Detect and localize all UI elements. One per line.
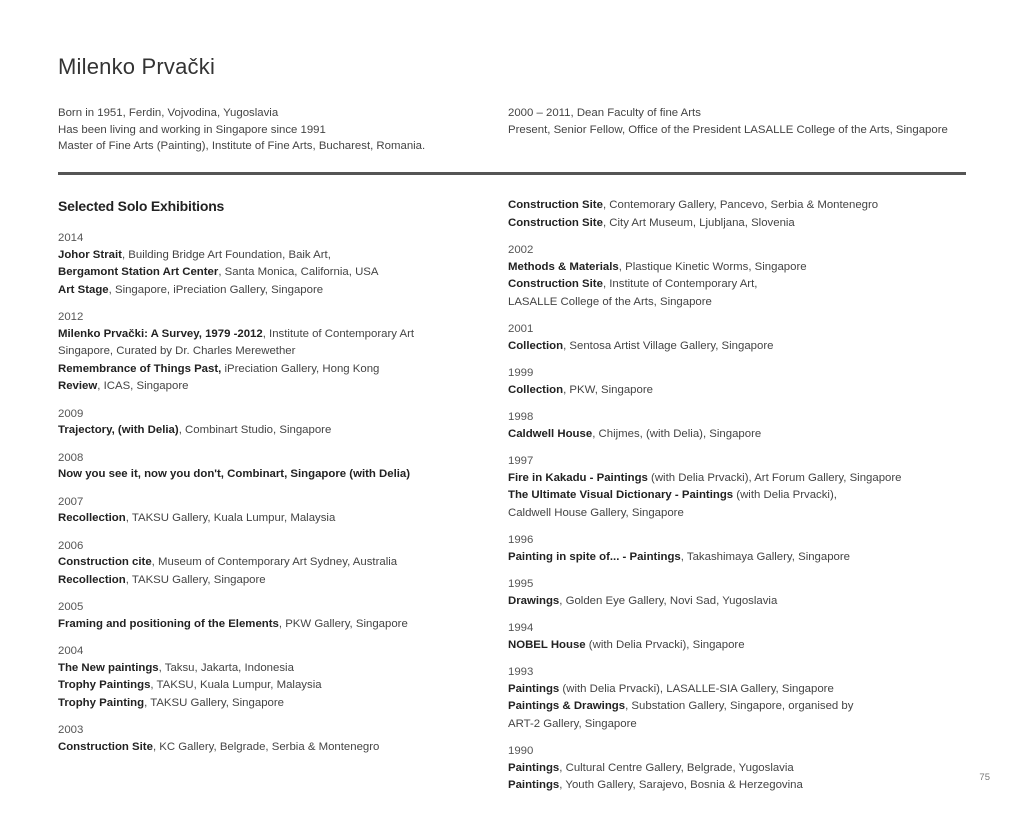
bio-right — [508, 105, 948, 138]
exhibition-title: Methods & Materials — [508, 260, 619, 273]
exhibition-detail: , Institute of Contemporary Art — [262, 327, 415, 340]
exhibition-title: Trophy Painting — [58, 696, 145, 709]
exhibition-entry — [58, 695, 414, 713]
section-divider — [58, 172, 966, 175]
exhibition-detail: , Institute of Contemporary Art, — [602, 278, 758, 290]
exhibition-detail: , PKW, Singapore — [563, 383, 653, 396]
exhibition-title: Painting in spite of... - Paintings — [508, 550, 681, 563]
exhibition-detail: , Substation Gallery, Singapore, organised by — [625, 700, 854, 712]
exhibition-entry — [58, 554, 414, 572]
exhibition-entry — [58, 677, 414, 695]
exhibition-title: Collection — [508, 383, 564, 396]
exhibition-entry — [508, 294, 902, 312]
exhibition-entry — [58, 660, 414, 678]
exhibition-title: Paintings — [508, 761, 560, 774]
exhibition-year-group — [58, 406, 414, 440]
exhibition-detail: , Building Bridge Art Foundation, Baik Art, — [121, 248, 331, 261]
bio-left — [58, 105, 425, 155]
exhibition-year: 1995 — [508, 578, 534, 590]
exhibition-year: 2006 — [58, 539, 84, 552]
exhibition-year-group — [508, 620, 902, 654]
exhibition-detail: , TAKSU Gallery, Singapore — [125, 573, 266, 586]
exhibition-title: Trajectory, (with Delia) — [58, 424, 179, 436]
exhibition-year-group — [58, 494, 414, 528]
exhibition-entry — [58, 572, 414, 590]
exhibition-year-group — [508, 409, 902, 443]
exhibition-entry — [508, 549, 902, 567]
exhibition-entry — [508, 276, 902, 294]
exhibition-entry — [508, 382, 902, 400]
exhibition-entry — [508, 593, 902, 611]
exhibition-year: 1993 — [508, 666, 534, 678]
exhibition-year: 2001 — [508, 323, 534, 335]
exhibition-detail: , Museum of Contemporary Art Sydney, Australia — [151, 556, 398, 568]
exhibition-title: Review — [58, 380, 98, 392]
exhibition-entry — [58, 739, 414, 757]
exhibition-title: Paintings — [508, 682, 560, 695]
exhibition-detail: (with Delia Prvacki), LASALLE-SIA Gallery, Singapore — [559, 682, 834, 695]
exhibition-entry — [508, 698, 902, 716]
exhibition-year-group — [508, 197, 902, 232]
exhibition-detail: , Sentosa Artist Village Gallery, Singapore — [563, 339, 774, 352]
exhibition-year-group — [508, 365, 902, 399]
exhibition-detail: , Chijmes, (with Delia), Singapore — [592, 427, 762, 440]
exhibition-detail: , KC Gallery, Belgrade, Serbia & Montenegro — [152, 740, 380, 753]
exhibition-detail: , TAKSU Gallery, Kuala Lumpur, Malaysia — [125, 512, 336, 524]
exhibition-title: Now you see it, now you don't, Combinart, Singapore (with Delia) — [58, 468, 411, 480]
section-heading: Selected Solo Exhibitions — [58, 198, 225, 214]
exhibition-title: Drawings — [508, 594, 560, 607]
exhibition-detail: , Cultural Centre Gallery, Belgrade, Yugoslavia — [559, 761, 794, 774]
left-column — [58, 198, 414, 766]
exhibition-title: The Ultimate Visual Dictionary - Paintings — [508, 489, 734, 501]
right-column — [508, 197, 902, 805]
exhibition-year-group — [508, 743, 902, 795]
exhibition-detail: (with Delia Prvacki), Art Forum Gallery, Singapore — [647, 471, 902, 484]
exhibition-entry — [58, 378, 414, 396]
exhibition-title: Construction cite — [58, 556, 152, 568]
exhibition-year: 2002 — [508, 244, 534, 256]
exhibition-detail: (with Delia Prvacki), Singapore — [585, 638, 745, 651]
bio-line: Has been living and working in Singapore since 1991 — [58, 123, 326, 136]
exhibition-detail: , Youth Gallery, Sarajevo, Bosnia & Herzegovina — [559, 779, 803, 791]
exhibition-year: 2005 — [58, 601, 84, 613]
exhibition-entry — [508, 426, 902, 444]
bio-line: Present, Senior Fellow, Office of the President LASALLE College of the Arts, Singapore — [508, 123, 948, 136]
exhibition-title: Johor Strait — [58, 248, 122, 261]
exhibition-entry — [508, 338, 902, 356]
exhibition-entry — [58, 282, 414, 300]
exhibition-detail: iPreciation Gallery, Hong Kong — [221, 362, 380, 375]
exhibition-year: 1999 — [508, 367, 534, 379]
exhibition-entry — [508, 259, 902, 277]
exhibition-title: Collection — [508, 339, 564, 352]
exhibition-year: 1998 — [508, 411, 534, 423]
exhibition-year: 2003 — [58, 724, 84, 736]
exhibition-year-group — [508, 532, 902, 566]
exhibition-detail: (with Delia Prvacki), — [733, 489, 837, 501]
exhibition-entry — [508, 505, 902, 523]
exhibition-year: 1996 — [508, 534, 534, 546]
exhibition-entry — [58, 466, 414, 484]
exhibition-year-group — [508, 321, 902, 355]
exhibition-entry — [58, 422, 414, 440]
exhibition-title: Paintings — [508, 779, 560, 791]
exhibition-year-group — [508, 242, 902, 311]
exhibition-entry — [508, 716, 902, 734]
exhibition-year-group — [58, 722, 414, 756]
exhibition-year-group — [508, 453, 902, 522]
exhibition-entry — [508, 470, 902, 488]
exhibition-entry — [508, 637, 902, 655]
bio-line: Born in 1951, Ferdin, Vojvodina, Yugoslavia — [58, 107, 279, 119]
exhibition-detail: Caldwell House Gallery, Singapore — [508, 506, 684, 519]
exhibition-detail: , Santa Monica, California, USA — [218, 266, 379, 278]
page-title: Milenko Prvački — [58, 54, 216, 79]
exhibition-year: 1997 — [508, 455, 534, 467]
exhibition-entry — [508, 487, 902, 505]
exhibition-entry — [508, 215, 902, 233]
exhibition-year-group — [58, 309, 414, 396]
exhibition-entry — [58, 247, 414, 265]
exhibition-detail: , TAKSU Gallery, Singapore — [144, 696, 284, 709]
exhibition-detail: , Singapore, iPreciation Gallery, Singapore — [108, 283, 324, 296]
exhibition-year: 2009 — [58, 407, 84, 420]
exhibition-detail: ART-2 Gallery, Singapore — [508, 717, 637, 730]
exhibition-year-group — [508, 664, 902, 733]
exhibition-title: Framing and positioning of the Elements — [58, 617, 279, 630]
exhibition-year-group — [508, 576, 902, 610]
exhibition-detail: , Plastique Kinetic Worms, Singapore — [618, 260, 807, 273]
exhibition-year: 2007 — [58, 495, 84, 508]
exhibition-entry — [58, 510, 414, 528]
exhibition-year-group — [58, 643, 414, 712]
exhibition-detail: , Taksu, Jakarta, Indonesia — [158, 661, 294, 674]
exhibition-entry — [58, 326, 414, 344]
exhibition-entry — [58, 343, 414, 361]
exhibition-title: Recollection — [58, 512, 126, 524]
bio-line: Master of Fine Arts (Painting), Institute of Fine Arts, Bucharest, Romania. — [58, 140, 426, 152]
exhibition-title: Milenko Prvački: A Survey, 1979 -2012 — [58, 327, 263, 340]
exhibition-title: Construction Site — [58, 740, 153, 753]
exhibition-detail: , ICAS, Singapore — [97, 380, 189, 392]
exhibition-detail: LASALLE College of the Arts, Singapore — [508, 295, 712, 308]
exhibition-title: Recollection — [58, 573, 126, 586]
exhibition-entry — [58, 264, 414, 282]
exhibition-entry — [508, 777, 902, 795]
exhibition-title: Fire in Kakadu - Paintings — [508, 471, 648, 484]
exhibition-title: Construction Site — [508, 216, 603, 229]
exhibition-entry — [508, 197, 902, 215]
exhibition-title: Bergamont Station Art Center — [58, 266, 219, 278]
exhibition-detail: , Golden Eye Gallery, Novi Sad, Yugoslavia — [559, 594, 778, 607]
exhibition-title: NOBEL House — [508, 638, 586, 651]
exhibition-detail: Singapore, Curated by Dr. Charles Merewether — [58, 345, 296, 357]
bio-line: 2000 – 2011, Dean Faculty of fine Arts — [508, 107, 701, 119]
exhibition-year: 2008 — [58, 451, 84, 464]
exhibition-year-group — [58, 230, 414, 299]
exhibition-title: Caldwell House — [508, 427, 593, 440]
exhibition-title: Paintings & Drawings — [508, 700, 626, 712]
exhibition-title: Art Stage — [58, 283, 109, 296]
exhibition-detail: , PKW Gallery, Singapore — [278, 617, 408, 630]
exhibition-year-group — [58, 450, 414, 484]
exhibition-entry — [508, 681, 902, 699]
exhibition-year: 2004 — [58, 645, 84, 657]
page-number: 75 — [979, 772, 990, 783]
exhibition-year-group — [58, 599, 414, 633]
exhibition-detail: , Contemorary Gallery, Pancevo, Serbia & Montenegro — [602, 199, 879, 211]
exhibition-title: The New paintings — [58, 661, 159, 674]
exhibition-detail: , Combinart Studio, Singapore — [178, 424, 332, 436]
exhibition-title: Construction Site — [508, 278, 603, 290]
exhibition-title: Construction Site — [508, 199, 603, 211]
exhibition-year-group — [58, 538, 414, 590]
exhibition-year: 2014 — [58, 232, 84, 244]
exhibition-title: Remembrance of Things Past, — [58, 362, 222, 375]
exhibition-entry — [58, 361, 414, 379]
exhibition-detail: , TAKSU, Kuala Lumpur, Malaysia — [150, 679, 322, 691]
exhibition-detail: , Takashimaya Gallery, Singapore — [680, 550, 851, 563]
exhibition-title: Trophy Paintings — [58, 679, 151, 691]
exhibition-year: 1990 — [508, 745, 534, 757]
exhibition-year: 2012 — [58, 311, 84, 323]
exhibition-year: 1994 — [508, 622, 534, 634]
exhibition-detail: , City Art Museum, Ljubljana, Slovenia — [602, 216, 795, 229]
exhibition-entry — [508, 760, 902, 778]
exhibition-entry — [58, 616, 414, 634]
